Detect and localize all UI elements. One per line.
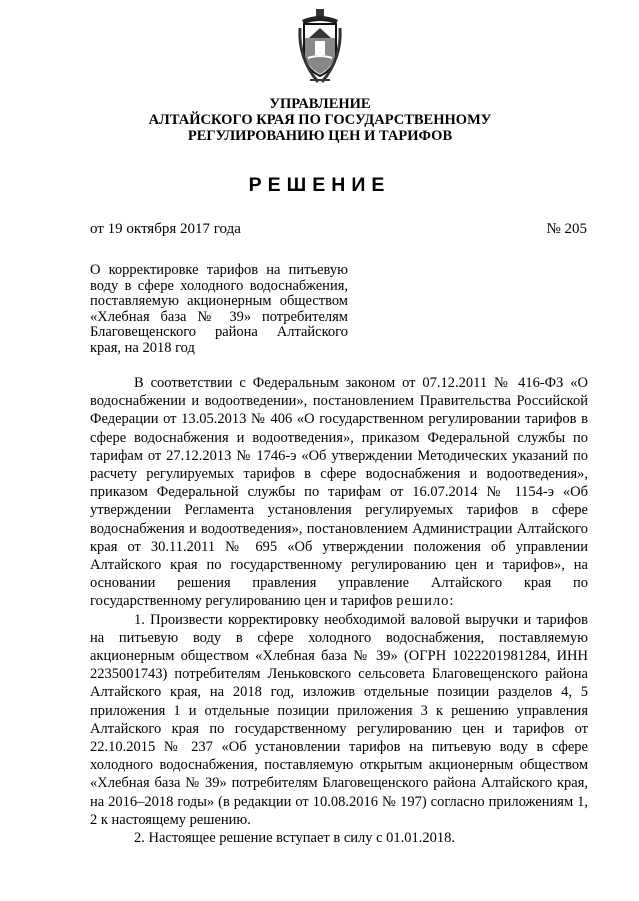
- document-date: от 19 октября 2017 года: [90, 221, 241, 237]
- item-1-paragraph: 1. Произвести корректировку необходимой валовой выручки и тарифов на питьевую воду в сфере холодного водоснабжения, поставляемую акционерным обществом «Хлебная база № 39» (ОГРН 1022201981284, ИНН 2235001743) потребителям Леньковского сельсовета Благовещенского района Алтайского края, на 2018 год, изложив отдельные позиции разделов 4, 5 приложения 1 и отдельные позиции приложения 3 к решению управления Алтайского края по государственному регулированию цен и тарифов от 22.10.2015 № 237 «Об установлении тарифов на питьевую воду в сфере холодного водоснабжения, поставляемую открытым акционерным обществом «Хлебная база № 39» потребителям Благовещенского района Алтайского края, на 2016–2018 годы» (в редакции от 10.08.2016 № 197) согласно приложениям 1, 2 к настоящему решению.: [90, 611, 588, 828]
- org-name-line-1: УПРАВЛЕНИЕ: [269, 96, 371, 112]
- org-name-line-2: АЛТАЙСКОГО КРАЯ ПО ГОСУДАРСТВЕННОМУ: [148, 112, 492, 128]
- altai-krai-coat-of-arms-icon: [296, 8, 344, 86]
- document-subject: О корректировке тарифов на питьевую воду в сфере холодного водоснабжения, поставляемую акционерным обществом «Хлебная база № 39» потребителям Благовещенского района Алтайского края, на 2018 год: [90, 262, 348, 356]
- org-name-line-3: РЕГУЛИРОВАНИЮ ЦЕН И ТАРИФОВ: [187, 128, 453, 144]
- document-type-title: РЕШЕНИЕ: [248, 174, 391, 196]
- preamble-paragraph: [90, 374, 588, 611]
- item-2-paragraph: 2. Настоящее решение вступает в силу с 01.01.2018.: [134, 830, 456, 847]
- decides-text: решило:: [396, 593, 455, 610]
- document-number: № 205: [546, 221, 587, 237]
- preamble-text: В соответствии с Федеральным законом от 07.12.2011 № 416-ФЗ «О водоснабжении и водоотведении», постановлением Правительства Российской Федерации от 13.05.2013 № 406 «О государственном регулировании тарифов в сфере водоснабжения и водоотведения», приказом Федеральной службы по тарифам от 27.12.2013 № 1746-э «Об утверждении Методических указаний по расчету регулируемых тарифов в сфере водоснабжения и водоотведения», приказом Федеральной службы по тарифам от 16.07.2014 № 1154-э «Об утверждении Регламента установления регулируемых тарифов в сфере водоснабжения и водоотведения», постановлением Администрации Алтайского края от 30.11.2011 № 695 «Об утверждении положения об управлении Алтайского края по государственному регулированию цен и тарифов», на основании решения правления управление Алтайского края по государственному регулированию цен и тарифов: [90, 375, 588, 610]
- document-body: [90, 374, 588, 847]
